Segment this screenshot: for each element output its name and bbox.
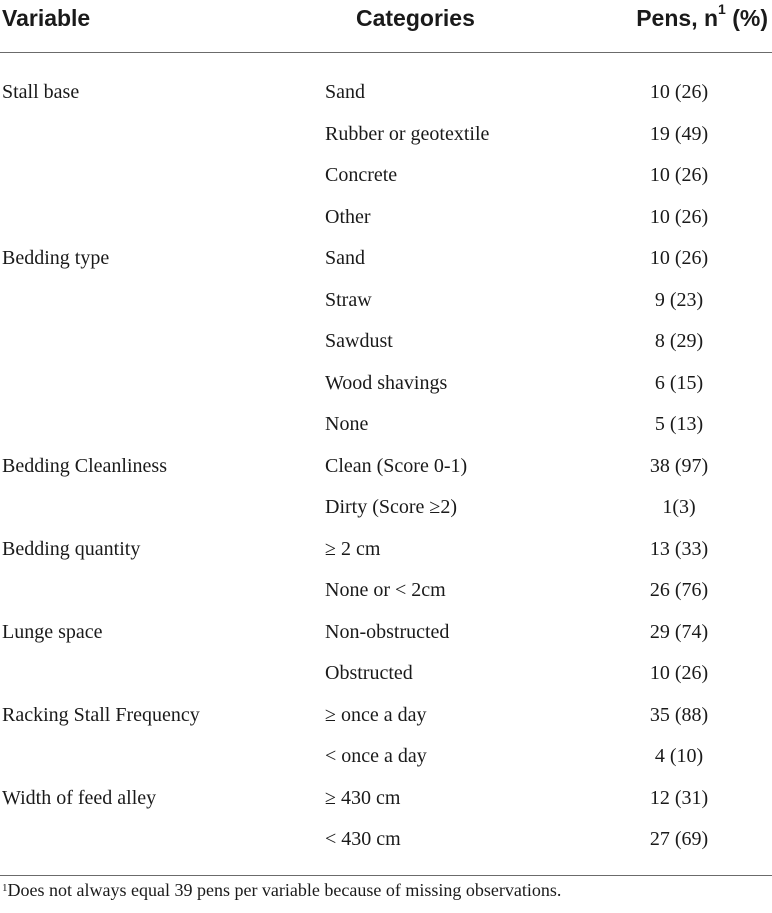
cell-category: Clean (Score 0-1) [325, 454, 468, 477]
cell-category: ≥ 2 cm [325, 537, 381, 560]
table-row [0, 819, 772, 861]
cell-variable: Bedding type [2, 247, 110, 269]
cell-category: None or < 2cm [325, 579, 446, 601]
table-row [0, 363, 772, 405]
cell-category: None [325, 413, 369, 435]
cell-category: Rubber or geotextile [325, 122, 490, 145]
cell-pens: 35 (88) [649, 703, 709, 726]
header-variable: Variable [2, 5, 91, 31]
cell-pens: 26 (76) [649, 579, 709, 601]
cell-category: ≥ 430 cm [325, 786, 401, 809]
cell-pens: 9 (23) [654, 288, 704, 311]
table-row [0, 778, 772, 820]
cell-pens: 10 (26) [649, 81, 709, 103]
table-row [0, 404, 772, 446]
header-divider [0, 52, 772, 53]
cell-pens: 5 (13) [654, 413, 704, 435]
cell-variable: Width of feed alley [2, 786, 157, 809]
cell-variable: Lunge space [2, 620, 103, 643]
table-row [0, 197, 772, 239]
cell-pens: 10 (26) [649, 247, 709, 269]
table-row [0, 72, 772, 114]
cell-variable: Bedding quantity [2, 537, 141, 560]
cell-category: Straw [325, 288, 372, 311]
cell-pens: 19 (49) [649, 122, 709, 145]
table-row [0, 570, 772, 612]
footnote-text: Does not always equal 39 pens per variable because of missing observations. [7, 880, 562, 900]
table-row [0, 612, 772, 654]
cell-pens: 4 (10) [654, 745, 704, 767]
cell-pens: 1(3) [662, 496, 696, 518]
table-header [0, 0, 772, 45]
cell-pens: 10 (26) [649, 164, 709, 186]
table-row [0, 446, 772, 488]
footnote-marker: 1 [2, 882, 8, 894]
cell-variable: Bedding Cleanliness [2, 454, 167, 477]
table-row [0, 695, 772, 737]
header-pens-suffix: (%) [725, 5, 768, 31]
cell-category: Sand [325, 81, 365, 103]
cell-pens: 13 (33) [649, 537, 709, 560]
cell-category: ≥ once a day [325, 703, 427, 726]
table-row [0, 487, 772, 529]
header-categories: Categories [356, 5, 475, 31]
cell-category: Obstructed [325, 662, 413, 684]
cell-category: Sawdust [325, 330, 393, 352]
cell-category: Other [325, 205, 371, 228]
footer-divider [0, 875, 772, 876]
table-body [0, 72, 772, 861]
header-pens-footnote-marker: 1 [718, 1, 726, 17]
cell-variable: Racking Stall Frequency [2, 703, 200, 726]
table-row [0, 736, 772, 778]
table-row [0, 155, 772, 197]
table-row [0, 321, 772, 363]
cell-pens: 6 (15) [654, 371, 704, 394]
table-row [0, 529, 772, 571]
table-footnote [2, 880, 561, 901]
cell-pens: 8 (29) [654, 330, 704, 352]
cell-variable: Stall base [2, 81, 80, 103]
header-pens-label: Pens, n [636, 5, 719, 31]
table-row [0, 653, 772, 695]
cell-pens: 27 (69) [649, 828, 709, 850]
cell-pens: 29 (74) [649, 620, 709, 643]
table-row [0, 280, 772, 322]
table-row [0, 114, 772, 156]
cell-category: Dirty (Score ≥2) [325, 496, 458, 518]
cell-pens: 10 (26) [649, 205, 709, 228]
cell-category: Non-obstructed [325, 620, 450, 643]
cell-category: < 430 cm [325, 828, 401, 850]
cell-pens: 10 (26) [649, 662, 709, 684]
header-pens [636, 1, 768, 32]
cell-pens: 12 (31) [649, 786, 709, 809]
cell-pens: 38 (97) [649, 454, 709, 477]
cell-category: < once a day [325, 745, 427, 767]
cell-category: Wood shavings [325, 371, 448, 394]
cell-category: Sand [325, 247, 365, 269]
table-row [0, 238, 772, 280]
cell-category: Concrete [325, 164, 398, 186]
